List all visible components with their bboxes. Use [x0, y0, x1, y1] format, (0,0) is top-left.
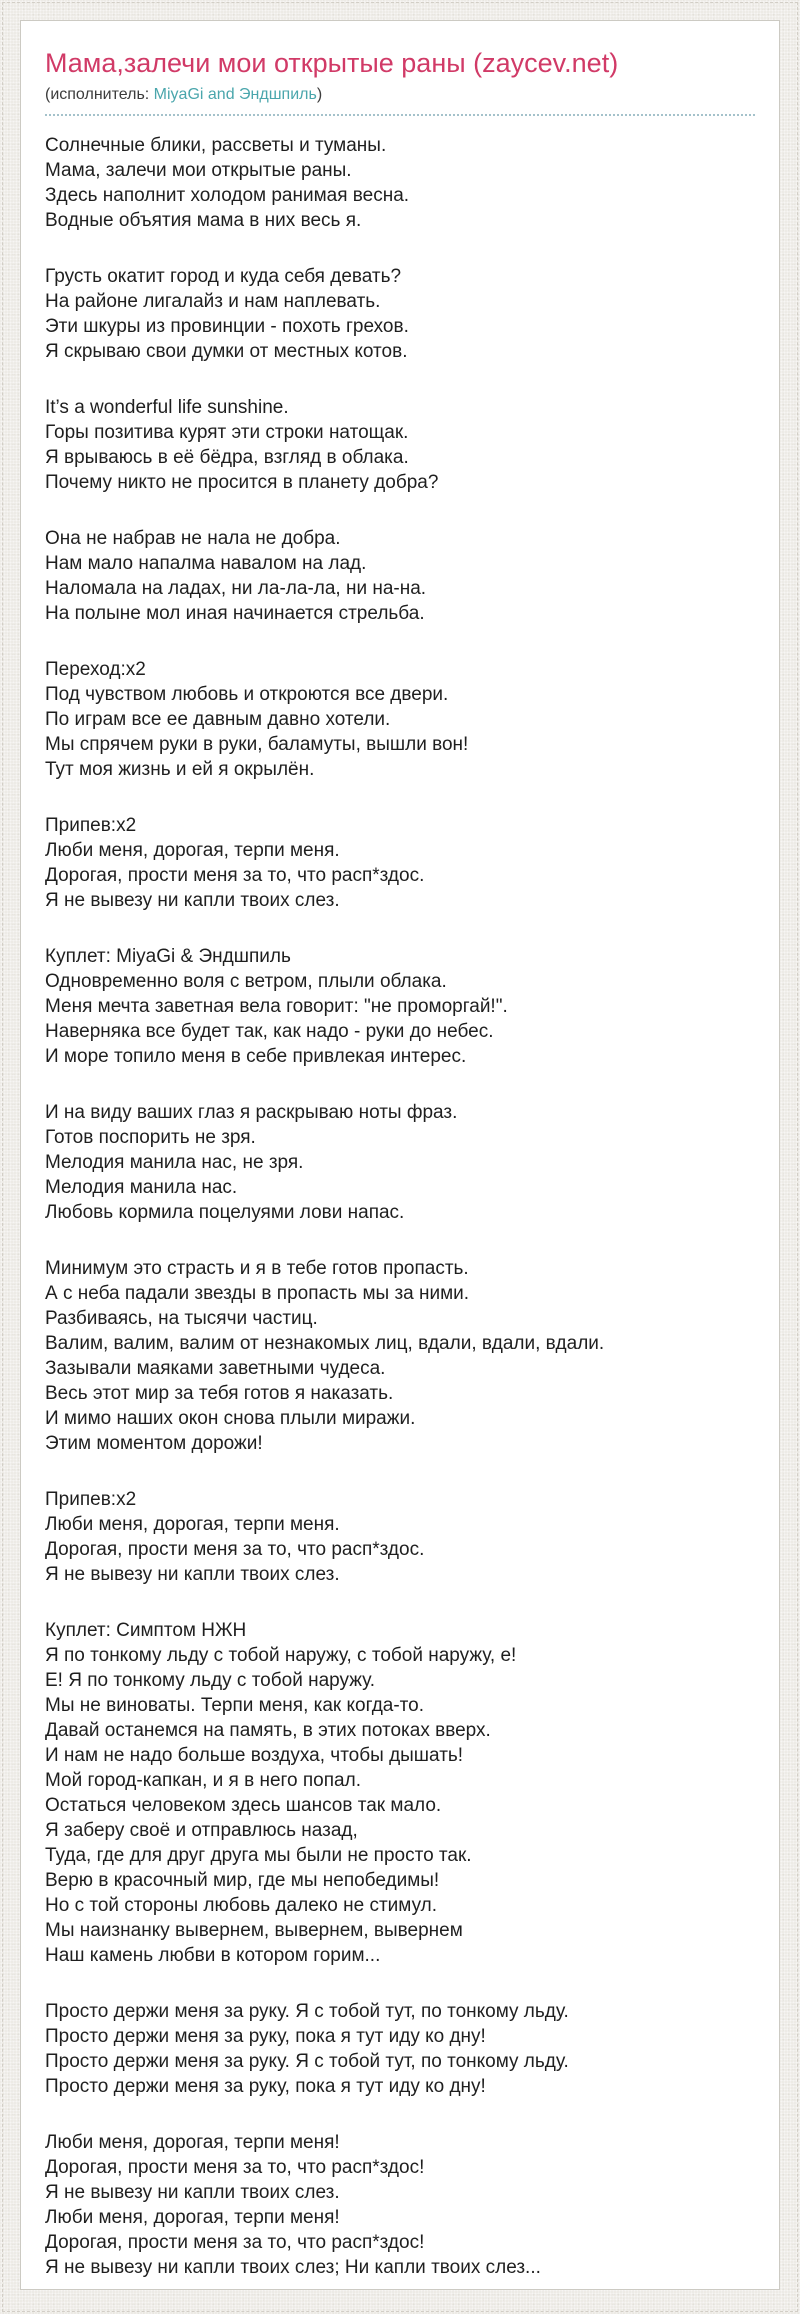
- stanza: [45, 264, 755, 364]
- stanza: [45, 944, 755, 1069]
- stanza: [45, 1487, 755, 1587]
- lyric-line: Люби меня, дорогая, терпи меня!: [45, 2132, 340, 2153]
- lyric-line: Я не вывезу ни капли твоих слез; Ни капли твоих слез...: [45, 2257, 541, 2278]
- lyric-line: Горы позитива курят эти строки натощак.: [45, 422, 409, 443]
- lyric-line: Разбиваясь, на тысячи частиц.: [45, 1308, 318, 1329]
- lyrics-card: [20, 20, 780, 2290]
- lyric-line: Куплет: MiyaGi & Эндшпиль: [45, 946, 291, 967]
- lyric-line: Любовь кормила поцелуями лови напас.: [45, 1202, 405, 1223]
- lyric-line: Я не вывезу ни капли твоих слез.: [45, 890, 340, 911]
- lyric-line: И нам не надо больше воздуха, чтобы дышать!: [45, 1745, 464, 1766]
- lyric-line: Мы наизнанку вывернем, вывернем, вывернем: [45, 1920, 463, 1941]
- lyric-line: Припев:x2: [45, 1489, 137, 1510]
- lyric-line: Наломала на ладах, ни ла-ла-ла, ни на-на.: [45, 578, 427, 599]
- lyric-line: И море топило меня в себе привлекая интерес.: [45, 1046, 467, 1067]
- lyric-line: Я по тонкому льду с тобой наружу, с тобой наружу, е!: [45, 1645, 517, 1666]
- lyric-line: Грусть окатит город и куда себя девать?: [45, 266, 402, 287]
- lyric-line: Но с той стороны любовь далеко не стимул.: [45, 1895, 438, 1916]
- lyric-line: Я врываюсь в её бёдра, взгляд в облака.: [45, 447, 409, 468]
- performer-suffix: ): [316, 86, 323, 103]
- lyric-line: Переход:x2: [45, 659, 146, 680]
- lyric-line: Солнечные блики, рассветы и туманы.: [45, 135, 387, 156]
- stanza: [45, 1999, 755, 2099]
- lyric-line: Дорогая, прости меня за то, что расп*здос!: [45, 2232, 425, 2253]
- stanza: [45, 657, 755, 782]
- lyric-line: Просто держи меня за руку. Я с тобой тут, по тонкому льду.: [45, 2001, 569, 2022]
- lyric-line: Дорогая, прости меня за то, что расп*здос!: [45, 2157, 425, 2178]
- stanza: [45, 1100, 755, 1225]
- lyric-line: Я заберу своё и отправлюсь назад,: [45, 1820, 358, 1841]
- lyric-line: Давай останемся на память, в этих потоках вверх.: [45, 1720, 491, 1741]
- lyric-line: Она не набрав не нала не добра.: [45, 528, 341, 549]
- lyric-line: Наш камень любви в котором горим...: [45, 1945, 381, 1966]
- lyric-line: Меня мечта заветная вела говорит: "не проморгай!".: [45, 996, 508, 1017]
- lyric-line: На районе лигалайз и нам наплевать.: [45, 291, 381, 312]
- stanza: [45, 526, 755, 626]
- lyric-line: Мама, залечи мои открытые раны.: [45, 160, 352, 181]
- lyric-line: Мы спрячем руки в руки, баламуты, вышли вон!: [45, 734, 469, 755]
- lyric-line: Наверняка все будет так, как надо - руки до небес.: [45, 1021, 494, 1042]
- lyric-line: Минимум это страсть и я в тебе готов пропасть.: [45, 1258, 469, 1279]
- performer-label: (исполнитель:: [45, 86, 154, 103]
- lyric-line: Просто держи меня за руку. Я с тобой тут, по тонкому льду.: [45, 2051, 569, 2072]
- lyric-line: Под чувством любовь и откроются все двери.: [45, 684, 449, 705]
- lyric-line: Е! Я по тонкому льду с тобой наружу.: [45, 1670, 376, 1691]
- stanza: [45, 2130, 755, 2280]
- lyric-line: Я не вывезу ни капли твоих слез.: [45, 1564, 340, 1585]
- lyric-line: Почему никто не просится в планету добра?: [45, 472, 439, 493]
- lyric-line: Зазывали маяками заветными чудеса.: [45, 1358, 386, 1379]
- lyric-line: И на виду ваших глаз я раскрываю ноты фраз.: [45, 1102, 458, 1123]
- lyric-line: А с неба падали звезды в пропасть мы за ними.: [45, 1283, 470, 1304]
- stanza: [45, 1256, 755, 1456]
- stanza: [45, 133, 755, 233]
- lyric-line: Нам мало напалма навалом на лад.: [45, 553, 367, 574]
- lyric-line: Просто держи меня за руку, пока я тут иду ко дну!: [45, 2076, 486, 2097]
- lyric-line: Я не вывезу ни капли твоих слез.: [45, 2182, 340, 2203]
- lyric-line: Мелодия манила нас.: [45, 1177, 238, 1198]
- lyric-line: Валим, валим, валим от незнакомых лиц, вдали, вдали, вдали.: [45, 1333, 605, 1354]
- lyric-line: Люби меня, дорогая, терпи меня.: [45, 1514, 340, 1535]
- lyric-line: Верю в красочный мир, где мы непобедимы!: [45, 1870, 440, 1891]
- lyric-line: Тут моя жизнь и ей я окрылён.: [45, 759, 315, 780]
- lyric-line: Здесь наполнит холодом ранимая весна.: [45, 185, 410, 206]
- lyric-line: Люби меня, дорогая, терпи меня!: [45, 2207, 340, 2228]
- lyric-line: И мимо наших окон снова плыли миражи.: [45, 1408, 416, 1429]
- lyric-line: Весь этот мир за тебя готов я наказать.: [45, 1383, 394, 1404]
- lyric-line: It’s a wonderful life sunshine.: [45, 397, 289, 418]
- lyric-line: Готов поспорить не зря.: [45, 1127, 256, 1148]
- lyric-line: Мелодия манила нас, не зря.: [45, 1152, 304, 1173]
- lyric-line: Мы не виноваты. Терпи меня, как когда-то.: [45, 1695, 425, 1716]
- stanza: [45, 1618, 755, 1968]
- lyric-line: По играм все ее давным давно хотели.: [45, 709, 391, 730]
- lyric-line: Припев:x2: [45, 815, 137, 836]
- lyric-line: Люби меня, дорогая, терпи меня.: [45, 840, 340, 861]
- performer-link[interactable]: MiyaGi and Эндшпиль: [153, 86, 317, 103]
- stanza: [45, 395, 755, 495]
- lyric-line: На полыне мол иная начинается стрельба.: [45, 603, 425, 624]
- lyric-line: Куплет: Симптом НЖН: [45, 1620, 247, 1641]
- lyric-line: Мой город-капкан, и я в него попал.: [45, 1770, 361, 1791]
- lyric-line: Туда, где для друг друга мы были не просто так.: [45, 1845, 472, 1866]
- lyric-line: Дорогая, прости меня за то, что расп*здос.: [45, 1539, 425, 1560]
- lyrics-text: [45, 133, 755, 2280]
- lyric-line: Остаться человеком здесь шансов так мало.: [45, 1795, 442, 1816]
- lyric-line: Дорогая, прости меня за то, что расп*здос.: [45, 865, 425, 886]
- lyric-line: Водные объятия мама в них весь я.: [45, 210, 362, 231]
- performer-line: [45, 85, 755, 116]
- lyric-line: Этим моментом дорожи!: [45, 1433, 263, 1454]
- lyric-line: Просто держи меня за руку, пока я тут иду ко дну!: [45, 2026, 486, 2047]
- lyric-line: Я скрываю свои думки от местных котов.: [45, 341, 408, 362]
- stanza: [45, 813, 755, 913]
- page-title: Мама,залечи мои открытые раны (zaycev.net): [45, 48, 619, 78]
- lyric-line: Одновременно воля с ветром, плыли облака.: [45, 971, 447, 992]
- lyric-line: Эти шкуры из провинции - похоть грехов.: [45, 316, 409, 337]
